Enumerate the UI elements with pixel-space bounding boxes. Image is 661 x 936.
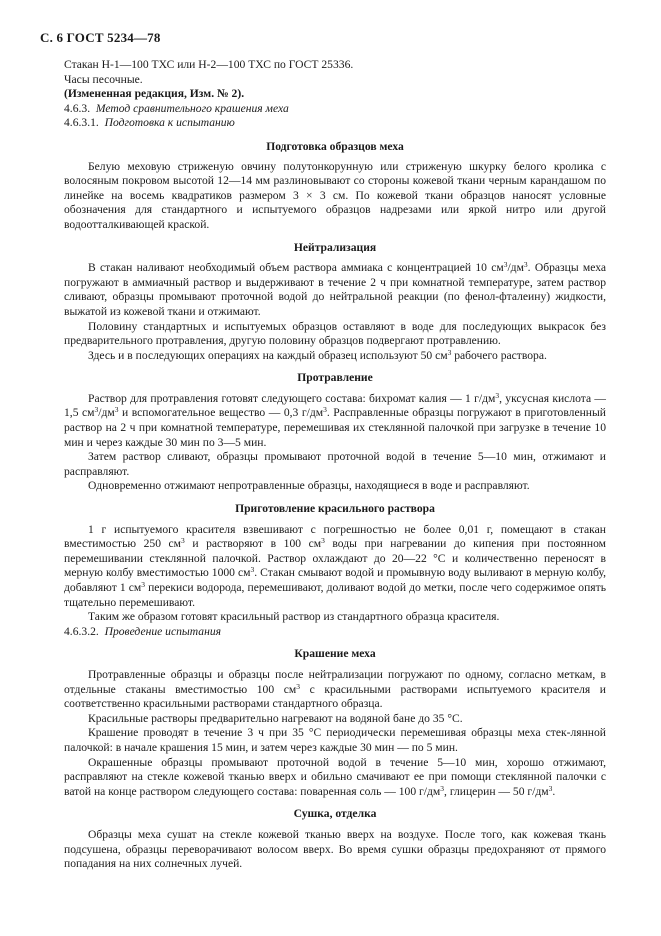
clause-number: 4.6.3.2.: [64, 624, 99, 638]
clause-4-6-3: [64, 102, 606, 117]
section-title-mordanting: Протравление: [297, 371, 373, 385]
neutralization-paragraph-1: В стакан наливают необходимый объем раствора аммиака с концентрацией 10 $см^3/дм^3$. Образцы меха погружают в аммиачный раствор и выдерживают в течение 2 ч при комнатной температуре, затем раствор сливают, образцы промывают проточной водой до нейтральной реакции (по фенол-фталеину) жидкости, выжатой из кожевой ткани и отжимают.: [64, 260, 607, 318]
section-title-drying: Сушка, отделка: [293, 807, 377, 821]
mordanting-paragraph-2: Затем раствор сливают, образцы промывают проточной водой в течение 5—10 мин, отжимают и расправляют.: [64, 450, 606, 478]
clause-number: 4.6.3.: [64, 101, 91, 115]
mordanting-paragraph-3: Одновременно отжимают непротравленные образцы, находящиеся в воде и расправляют.: [88, 479, 530, 493]
section-title-dyeing: Крашение меха: [294, 647, 376, 661]
clause-title: Метод сравнительного крашения меха: [95, 101, 289, 115]
dyeing-paragraph-4: Окрашенные образцы промывают проточной водой в течение 5—10 мин, хорошо отжимают, расправляют на стекле кожевой тканью вверх и обильно смачивают ее при помощи стеклянной палочки с ватой на конце раствором следующего состава: поваренная соль — 100 $г/дм^3$, глицерин — 50 $г/дм^3$.: [64, 755, 606, 798]
section-title-dye-solution: Приготовление красильного раствора: [235, 502, 435, 516]
section-title-prep: Подготовка образцов меха: [266, 139, 404, 153]
clause-title: Проведение испытания: [104, 624, 222, 638]
page-header: С. 6 ГОСТ 5234—78: [40, 30, 161, 45]
dyeing-paragraph-3: Крашение проводят в течение 3 ч при 35 °С периодически перемешивая образцы меха стек-лянной палочкой: в начале крашения 15 мин, и затем через каждые 30 мин — по 5 мин.: [64, 726, 606, 754]
intro-line-hourglass: Часы песочные.: [64, 72, 143, 86]
clause-4-6-3-2: [64, 625, 606, 640]
prep-paragraph: Белую меховую стриженую овчину полутонкорунную или стриженую шкурку белого кролика с волосяным покровом высотой 12—14 мм разлиновывают со стороны кожевой ткани черным карандашом по линейке на восемь квадратиков размером 3 × 3 см. По кожевой ткани образцов наносят условные обозначения для стандартного и испытуемого образцов надрезами или яркой нитро или другой водоотталкивающей краской.: [64, 159, 606, 231]
clause-4-6-3-1: [64, 116, 606, 131]
dyeing-paragraph-2: Красильные растворы предварительно нагревают на водяной бане до 35 °С.: [88, 711, 463, 725]
neutralization-paragraph-3: Здесь и в последующих операциях на каждый образец используют 50 $см^3$ рабочего раствора.: [88, 347, 547, 362]
section-title-neutralization: Нейтрализация: [293, 240, 377, 254]
clause-number: 4.6.3.1.: [64, 116, 99, 130]
intro-line-glass: Стакан Н-1—100 ТХС или Н-2—100 ТХС по ГОСТ 25336.: [64, 58, 354, 71]
amendment-note: (Измененная редакция, Изм. № 2).: [64, 87, 245, 101]
document-body: [64, 58, 606, 872]
clause-title: Подготовка к испытанию: [104, 116, 235, 130]
mordanting-paragraph-1: Раствор для протравления готовят следующего состава: бихромат калия — 1 $г/дм^3$, уксусная кислота — 1,5 $см^3/дм^3$ и вспомогательное вещество — 0,3 $г/дм^3$. Расправленные образцы погружают в приготовленный раствор на 2 ч при комнатной температуре, перемешивая их стеклянной палочкой при загрузке в течение 10 мин и через каждые 30 мин по 3—5 мин.: [64, 390, 606, 449]
neutralization-paragraph-2: Половину стандартных и испытуемых образцов оставляют в воде для последующих выкрасок без предварительного протравления, другую половину образцов подвергают протравлению.: [64, 319, 606, 348]
drying-paragraph: Образцы меха сушат на стекле кожевой тканью вверх на воздухе. После того, как кожевая ткань подсушена, образцы переворачивают волосом вверх. Во время сушки образцы предохраняют от прямого попадания на них солнечных лучей.: [64, 827, 606, 871]
dye-solution-paragraph-2: Таким же образом готовят красильный раствор из стандартного образца красителя.: [88, 610, 500, 624]
dye-solution-paragraph-1: 1 г испытуемого красителя взвешивают с погрешностью не более 0,01 г, помещают в стакан вместимостью 250 $см^3$ и растворяют в 100 $см^3$ воды при нагревании до кипения при постоянном перемешивании стеклянной палочкой. Раствор охлаждают до 20—22 °С и количественно переносят в мерную колбу вместимостью 1000 $см^3$. Стакан смывают водой и промывную воду выливают в мерную колбу, добавляют 1 $см^3$ перекиси водорода, перемешивают, доливают водой до метки, после чего содержимое опять тщательно перемешивают.: [64, 522, 606, 609]
dyeing-paragraph-1: Протравленные образцы и образцы после нейтрализации погружают по одному, согласно меткам, в отдельные стаканы вместимостью 100 $см^3$ с красильными растворами испытуемого красителя и соответственно красильными растворами стандартного образца.: [64, 667, 606, 711]
